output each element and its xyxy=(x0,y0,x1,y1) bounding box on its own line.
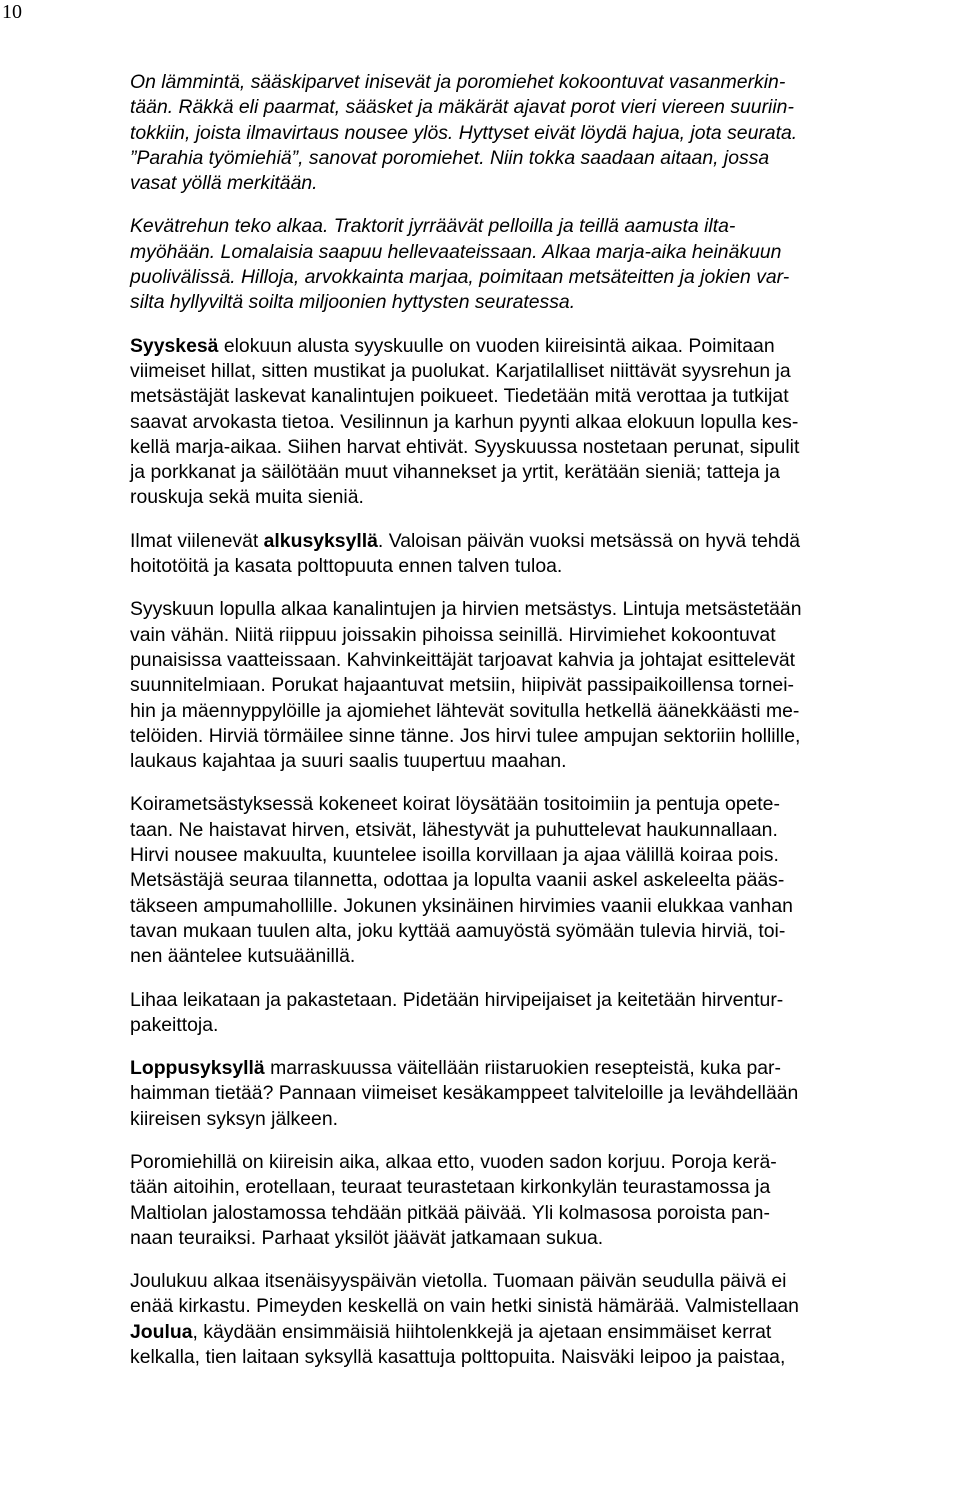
paragraph-5: Syyskuun lopulla alkaa kanalintujen ja hirvien metsästys. Lintuja metsästetään vain vähän. Niitä riippuu joissakin pihoissa seinillä. Hirvimiehet kokoontuvat punaisissa vaatteissaan. Kahvinkeittäjät tarjoavat kahvia ja johtajat esittelevät suunnitelmiaan. Porukat hajaantuvat metsiin, hiipivät passipaikoillensa tornei- hin ja mäennyppylöille ja ajomiehet lähtevät sovitulla hetkellä äänekkäästi me- telöiden. Hirviä törmäilee sinne tänne. Jos hirvi tulee ampujan sektoriin hollille, laukaus kajahtaa ja suuri saalis tuupertuu maahan. xyxy=(130,598,802,773)
document-body xyxy=(130,70,945,1388)
paragraph-7: Lihaa leikataan ja pakastetaan. Pidetään hirvipeijaiset ja keitetään hirventur- pakeittoja. xyxy=(130,988,784,1036)
paragraph-10-bold: Joulua xyxy=(130,1320,193,1343)
paragraph-4-start: Ilmat viilenevät xyxy=(130,529,264,552)
paragraph-1: On lämmintä, sääskiparvet inisevät ja poromiehet kokoontuvat vasanmerkin- tään. Räkkä eli paarmat, sääsket ja mäkärät ajavat porot vieri viereen suuriin- tokkiin, joista ilmavirtaus nousee ylös. Hyttyset eivät löydä hajua, jota seurata. ”Parahia työmiehiä”, sanovat poromiehet. Niin tokka saadaan aitaan, jossa vasat yöllä merkitään. xyxy=(130,71,798,195)
paragraph-3-bold: Syyskesä xyxy=(130,334,219,357)
paragraph-4-bold: alkusyksyllä xyxy=(263,529,378,552)
paragraph-4-text: . Valoisan päivän vuoksi metsässä on hyvä tehdä hoitotöitä ja kasata polttopuuta ennen talven tuloa. xyxy=(130,529,801,578)
paragraph-10 xyxy=(130,1269,945,1370)
paragraph-8 xyxy=(130,1056,945,1132)
paragraph-3 xyxy=(130,334,945,511)
paragraph-4 xyxy=(130,529,945,580)
paragraph-9: Poromiehillä on kiireisin aika, alkaa etto, vuoden sadon korjuu. Poroja kerä- tään aitoihin, erotellaan, teuraat teurastetaan kirkonkylän teurastamossa ja Maltiolan jalostamossa tehdään pitkää päivää. Yli kolmasosa poroista pan- naan teuraiksi. Parhaat yksilöt jäävät jatkamaan sukua. xyxy=(130,1150,777,1249)
page-number: 10 xyxy=(2,1,22,23)
paragraph-6: Koirametsästyksessä kokeneet koirat löysätään tositoimiin ja pentuja opete- taan. Ne haistavat hirven, etsivät, lähestyvät ja puhuttelevat haukunnallaan. Hirvi nousee makuulta, kuuntelee isoilla korvillaan ja ajaa välillä koiraa pois. Metsästäjä seuraa tilannetta, odottaa ja lopulta vaanii askel askeleelta pääs- täkseen ampumahollille. Jokunen yksinäinen hirvimies vaanii elukkaa vanhan tavan mukaan tuulen alta, joku kyttää aamuyöstä syömään tulevia hirviä, toi- nen ääntelee kutsuäänillä. xyxy=(130,793,793,968)
paragraph-2: Kevätrehun teko alkaa. Traktorit jyrräävät pelloilla ja teillä aamusta ilta- myöhään. Lomalaisia saapuu hellevaateissaan. Alkaa marja-aika heinäkuun puolivälissä. Hilloja, arvokkainta marjaa, poimitaan metsäteitten ja jokien var- silta hyllyviltä soilta miljoonien hyttysten seuratessa. xyxy=(130,215,790,314)
paragraph-8-bold: Loppusyksyllä xyxy=(130,1057,265,1080)
paragraph-3-text: elokuun alusta syyskuulle on vuoden kiireisintä aikaa. Poimitaan viimeiset hillat, sitten mustikat ja puolukat. Karjatilalliset niittävät syysrehun ja metsästäjät laskevat kanalintujen poikueet. Tiedetään mitä verottaa ja tutkijat saavat arvokasta tietoa. Vesilinnun ja karhun pyynti alkaa elokuun lopulla kes- kellä marja-aikaa. Siihen harvat ehtivät. Syyskuussa nostetaan perunat, sipulit ja porkkanat ja säilötään muut vihannekset ja yrtit, kerätään sieniä; tatteja ja rouskuja sekä muita sieniä. xyxy=(130,334,800,509)
paragraph-8-text: marraskuussa väitellään riistaruokien resepteistä, kuka par- haimman tietää? Pannaan viimeiset kesäkamppeet talviteloille ja levähdellään kiireisen syksyn jälkeen. xyxy=(130,1057,799,1130)
paragraph-10-text: , käydään ensimmäisiä hiihtolenkkejä ja ajetaan ensimmäiset kerrat kelkalla, tien laitaan syksyllä kasattuja polttopuita. Naisväki leipoo ja paistaa, xyxy=(130,1320,786,1369)
paragraph-10-start: Joulukuu alkaa itsenäisyyspäivän vietolla. Tuomaan päivän seudulla päivä ei enää kirkastu. Pimeyden keskellä on vain hetki sinistä hämärää. Valmistellaan xyxy=(130,1270,799,1318)
